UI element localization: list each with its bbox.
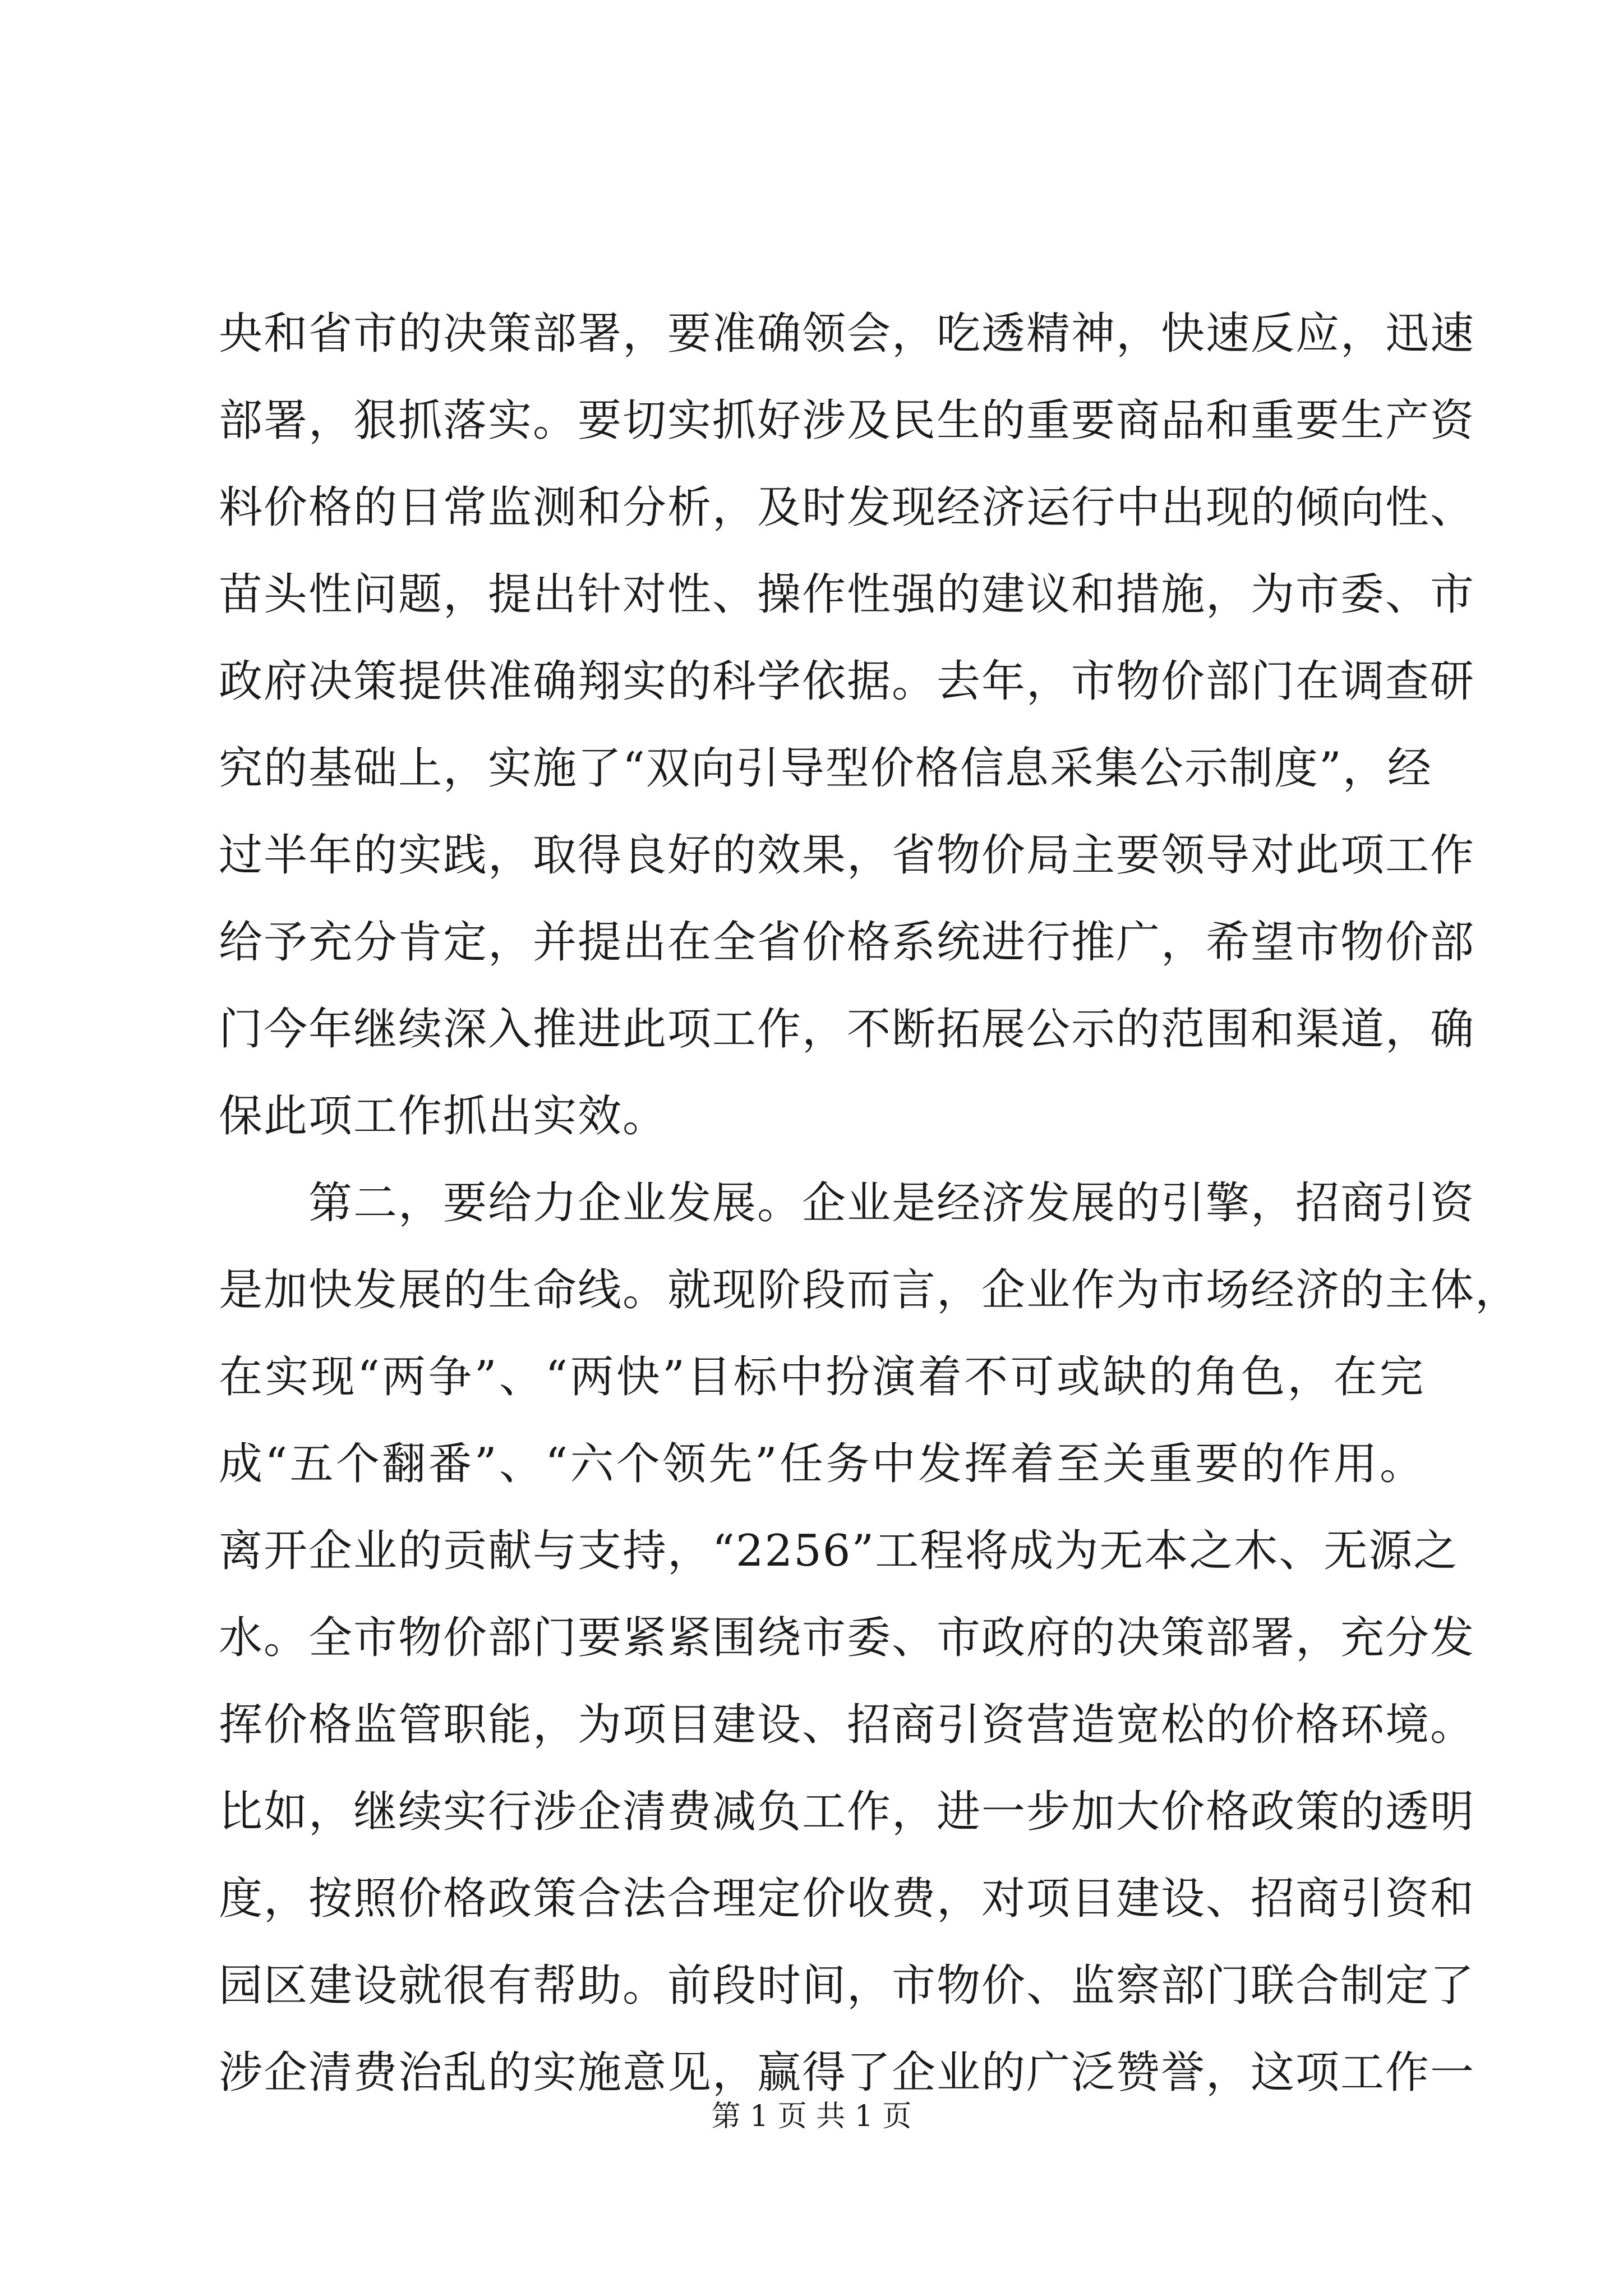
text-line: 部署，狠抓落实。要切实抓好涉及民生的重要商品和重要生产资 bbox=[219, 395, 1476, 446]
paragraph-start-line: 第二，要给力企业发展。企业是经济发展的引擎，招商引资 bbox=[219, 1178, 1476, 1228]
text-line: 离开企业的贡献与支持，“2256”工程将成为无本之木、无源之 bbox=[219, 1526, 1459, 1576]
text-line: 挥价格监管职能，为项目建设、招商引资营造宽松的价格环境。 bbox=[219, 1700, 1476, 1750]
text-line: 门今年继续深入推进此项工作，不断拓展公示的范围和渠道，确 bbox=[219, 1004, 1476, 1055]
text-line: 央和省市的决策部署，要准确领会，吃透精神，快速反应，迅速 bbox=[219, 309, 1476, 359]
text-line: 究的基础上，实施了“双向引导型价格信息采集公示制度”，经 bbox=[219, 743, 1432, 794]
text-line: 是加快发展的生命线。就现阶段而言，企业作为市场经济的主体， bbox=[219, 1265, 1520, 1315]
page-number-footer: 第 1 页 共 1 页 bbox=[711, 2100, 912, 2133]
text-line: 水。全市物价部门要紧紧围绕市委、市政府的决策部署，充分发 bbox=[219, 1613, 1476, 1663]
text-line: 料价格的日常监测和分析，及时发现经济运行中出现的倾向性、 bbox=[219, 482, 1476, 533]
text-line: 成“五个翻番”、“六个领先”任务中发挥着至关重要的作用。 bbox=[219, 1439, 1424, 1489]
text-line: 园区建设就很有帮助。前段时间，市物价、监察部门联合制定了 bbox=[219, 1961, 1476, 2011]
text-line: 政府决策提供准确翔实的科学依据。去年，市物价部门在调查研 bbox=[219, 656, 1476, 707]
text-line: 给予充分肯定，并提出在全省价格系统进行推广，希望市物价部 bbox=[219, 917, 1476, 968]
text-line: 保此项工作抓出实效。 bbox=[219, 1091, 668, 1142]
text-line: 度，按照价格政策合法合理定价收费，对项目建设、招商引资和 bbox=[219, 1874, 1476, 1924]
text-line: 在实现“两争”、“两快”目标中扮演着不可或缺的角色，在完 bbox=[219, 1352, 1424, 1402]
text-line: 苗头性问题，提出针对性、操作性强的建议和措施，为市委、市 bbox=[219, 569, 1476, 620]
text-line: 涉企清费治乱的实施意见，赢得了企业的广泛赞誉，这项工作一 bbox=[219, 2047, 1476, 2098]
text-line: 比如，继续实行涉企清费减负工作，进一步加大价格政策的透明 bbox=[219, 1787, 1476, 1837]
text-line: 过半年的实践，取得良好的效果，省物价局主要领导对此项工作 bbox=[219, 830, 1476, 881]
